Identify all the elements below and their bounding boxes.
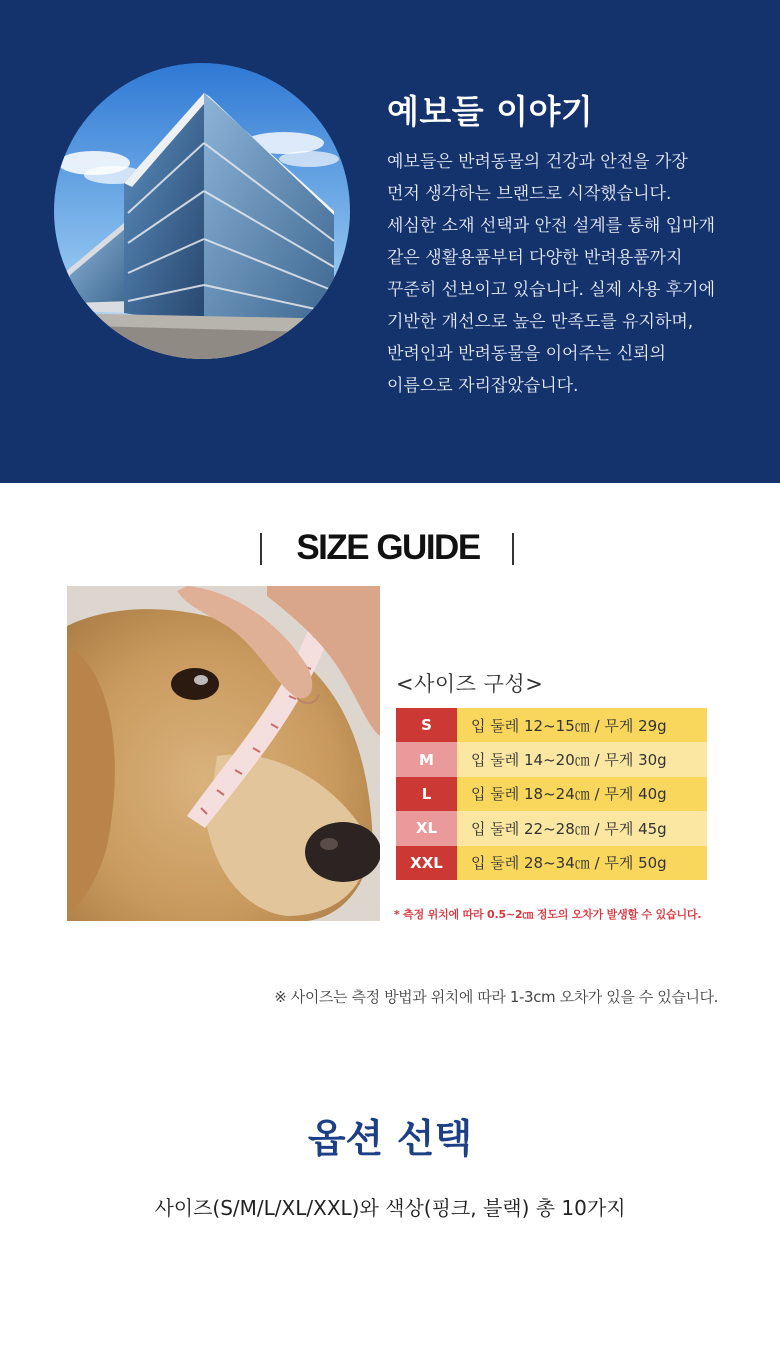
size-table — [396, 708, 707, 880]
story-line: 꾸준히 선보이고 있습니다. 실제 사용 후기에 — [387, 280, 716, 300]
size-table-heading: <사이즈 구성> — [396, 672, 544, 696]
size-code: L — [396, 777, 457, 811]
size-desc: 입 둘레 14~20㎝ / 무게 30g — [457, 742, 707, 776]
story-line: 세심한 소재 선택과 안전 설계를 통해 입마개 — [387, 216, 716, 236]
option-title: 옵션 선택 — [307, 1117, 473, 1162]
brand-story-section — [0, 0, 780, 483]
size-table-note: * 측정 위치에 따라 0.5~2㎝ 정도의 오차가 발생할 수 있습니다. — [394, 908, 702, 921]
size-code: S — [396, 708, 457, 742]
size-row-l — [396, 777, 707, 811]
size-desc: 입 둘레 28~34㎝ / 무게 50g — [457, 846, 707, 880]
story-line: 먼저 생각하는 브랜드로 시작했습니다. — [387, 184, 672, 204]
story-line: 반려인과 반려동물을 이어주는 신뢰의 — [387, 344, 666, 364]
option-description: 사이즈(S/M/L/XL/XXL)와 색상(핑크, 블랙) 총 10가지 — [154, 1196, 626, 1220]
story-line: 예보들은 반려동물의 건강과 안전을 가장 — [387, 152, 688, 172]
size-code: XXL — [396, 846, 457, 880]
size-disclaimer: ※ 사이즈는 측정 방법과 위치에 따라 1-3cm 오차가 있을 수 있습니다. — [274, 988, 718, 1006]
size-desc: 입 둘레 12~15㎝ / 무게 29g — [457, 708, 707, 742]
office-building-photo — [54, 63, 350, 359]
size-desc: 입 둘레 22~28㎝ / 무게 45g — [457, 811, 707, 845]
size-row-s — [396, 708, 707, 742]
size-desc: 입 둘레 18~24㎝ / 무게 40g — [457, 777, 707, 811]
size-row-xxl — [396, 846, 707, 880]
office-building-image — [54, 63, 350, 359]
dog-measurement-image — [67, 586, 380, 921]
story-title: 예보들 이야기 — [387, 92, 594, 131]
story-line: 같은 생활용품부터 다양한 반려용품까지 — [387, 248, 683, 268]
title-divider-right — [512, 533, 514, 565]
story-body — [387, 146, 757, 402]
story-line: 이름으로 자리잡았습니다. — [387, 376, 579, 396]
size-row-m — [396, 742, 707, 776]
dog-measurement-photo — [67, 586, 380, 921]
size-row-xl — [396, 811, 707, 845]
size-guide-title: SIZE GUIDE — [296, 528, 480, 567]
size-code: M — [396, 742, 457, 776]
story-line: 기반한 개선으로 높은 만족도를 유지하며, — [387, 312, 694, 332]
size-code: XL — [396, 811, 457, 845]
